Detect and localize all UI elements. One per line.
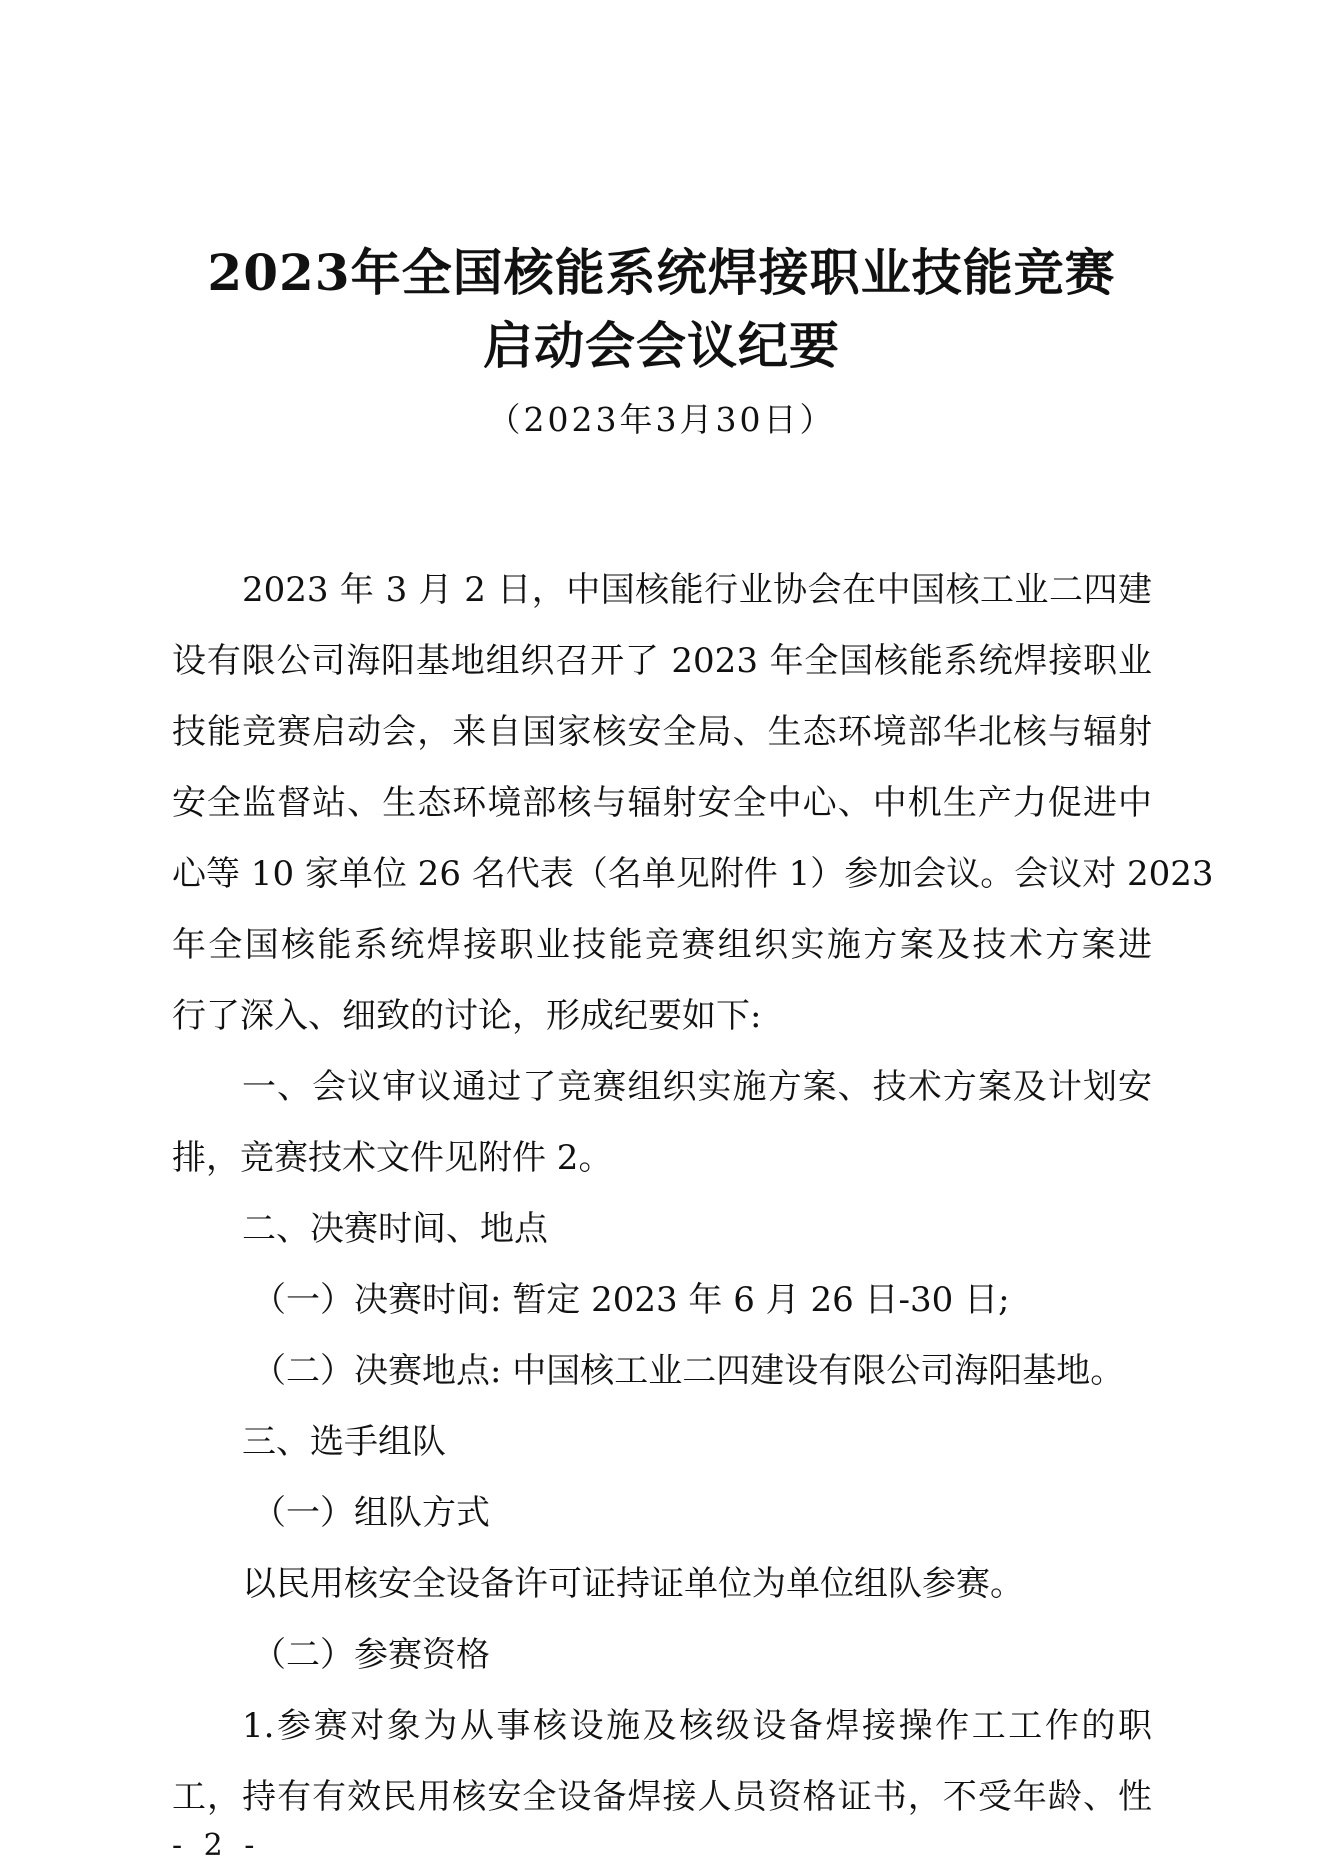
body-line: 排，竞赛技术文件见附件 2。 bbox=[172, 1138, 613, 1178]
body-line: 2023 年 3 月 2 日，中国核能行业协会在中国核工业二四建 bbox=[242, 570, 1152, 610]
body-line: 心等 10 家单位 26 名代表（名单见附件 1）参加会议。会议对 2023 bbox=[172, 854, 1214, 894]
body-line: 年全国核能系统焊接职业技能竞赛组织实施方案及技术方案进 bbox=[172, 925, 1152, 965]
body-line: 一、会议审议通过了竞赛组织实施方案、技术方案及计划安 bbox=[242, 1067, 1152, 1107]
body-line: 以民用核安全设备许可证持证单位为单位组队参赛。 bbox=[242, 1564, 1024, 1604]
body-line: （一）决赛时间: 暂定 2023 年 6 月 26 日-30 日; bbox=[252, 1280, 1010, 1320]
document-title-line1: 2023年全国核能系统焊接职业技能竞赛 bbox=[207, 243, 1116, 302]
subsection-heading: （二）参赛资格 bbox=[252, 1635, 490, 1675]
document-title-line2: 启动会会议纪要 bbox=[483, 316, 840, 375]
body-line: 1.参赛对象为从事核设施及核级设备焊接操作工工作的职 bbox=[242, 1706, 1152, 1746]
body-line: 安全监督站、生态环境部核与辐射安全中心、中机生产力促进中 bbox=[172, 783, 1152, 823]
document-date: （2023年3月30日） bbox=[487, 400, 836, 439]
section-heading: 二、决赛时间、地点 bbox=[242, 1209, 548, 1249]
section-heading: 三、选手组队 bbox=[242, 1422, 446, 1462]
page-number: - 2 - bbox=[172, 1828, 261, 1863]
body-line: （二）决赛地点: 中国核工业二四建设有限公司海阳基地。 bbox=[252, 1351, 1125, 1391]
body-line: 技能竞赛启动会，来自国家核安全局、生态环境部华北核与辐射 bbox=[172, 712, 1152, 752]
body-line: 工，持有有效民用核安全设备焊接人员资格证书，不受年龄、性 bbox=[172, 1777, 1152, 1817]
subsection-heading: （一）组队方式 bbox=[252, 1493, 490, 1533]
body-line: 行了深入、细致的讨论，形成纪要如下: bbox=[172, 996, 762, 1036]
body-line: 设有限公司海阳基地组织召开了 2023 年全国核能系统焊接职业 bbox=[172, 641, 1152, 681]
